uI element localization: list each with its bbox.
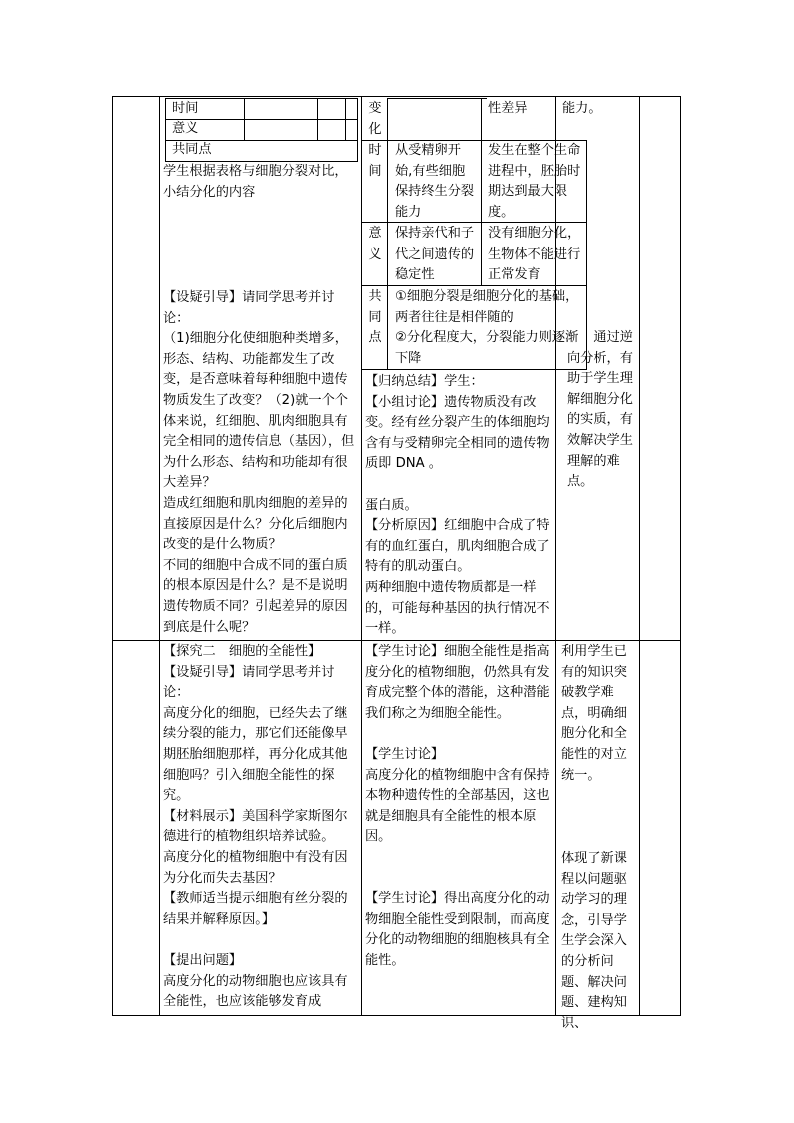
middle-paragraph: 【归纳总结】学生： [365, 374, 484, 389]
middle-paragraph: 【小组讨论】遗传物质没有改变。经有丝分裂产生的体细胞均含有与受精卵完全相同的遗传物质即 DNA 。 [365, 394, 550, 472]
col-divider-1 [159, 96, 160, 1016]
mini-table-row-common: 共同点 [172, 142, 212, 157]
col-divider-2 [361, 96, 362, 1016]
left-lower-paragraph: 高度分化的植物细胞中有没有因为分化而失去基因？ [163, 849, 348, 886]
compare-time-differentiation: 发生在整个生命进程中，胚胎时期达到最大限度。 [488, 143, 581, 220]
table-row-divider [112, 640, 681, 641]
left-intro: 学生根据表格与细胞分裂对比，小结分化的内容 [163, 164, 348, 200]
left-paragraph: 不同的细胞中合成不同的蛋白质的根本原因是什么？是不是说明遗传物质不同？引起差异的原因到底是什么呢？ [163, 557, 348, 635]
left-lower-paragraph: 【探究二 细胞的全能性】 [163, 644, 322, 659]
right-note-problem-driven: 体现了新课程以问题驱动学习的理念，引导学生学会深入的分析问题、解决问题、建构知识、 [561, 851, 627, 1031]
compare-meaning-division: 保持亲代和子代之间遗传的稳定性 [395, 226, 475, 283]
table-top-border [112, 96, 681, 97]
left-lower-paragraph: 高度分化的动物细胞也应该具有全能性，也应该能够发育成 [163, 973, 348, 1010]
left-paragraph: 【设疑引导】请同学思考并讨论： [163, 290, 335, 326]
compare-label-meaning: 意义 [368, 226, 382, 262]
middle-lower-block [365, 642, 553, 972]
compare-meaning-differentiation: 没有细胞分化，生物体不能进行正常发育 [488, 226, 581, 283]
left-lower-paragraph: 【材料展示】美国科学家斯图尔德进行的植物组织培养试验。 [163, 808, 348, 845]
compare-header-change: 变化 [368, 101, 382, 137]
left-lower-block [163, 642, 358, 1013]
compare-table-line [387, 98, 487, 99]
middle-paragraph: 蛋白质。 [365, 497, 418, 513]
left-lower-paragraph: 高度分化的细胞，已经失去了继续分裂的能力，那它们还能像早期胚胎细胞那样，再分化成其他细胞吗？引入细胞全能性的探究。 [163, 705, 348, 804]
left-lower-paragraph: 【设疑引导】请同学思考并讨论： [163, 664, 335, 701]
col-divider-4 [639, 96, 640, 1016]
mini-table-row-meaning: 意义 [172, 121, 199, 136]
compare-common-points: ①细胞分裂是细胞分化的基础，两者往往是相伴随的 ②分化程度大，分裂能力则逐渐下降 [395, 289, 579, 366]
left-lower-paragraph: 【提出问题】 [163, 952, 243, 968]
table-right-border [680, 96, 681, 1016]
mini-table-line [317, 98, 318, 140]
compare-header-ability: 能力。 [562, 101, 602, 116]
mini-table-line [165, 98, 166, 161]
mini-table-line [244, 98, 245, 140]
middle-lower-paragraph: 【学生讨论】得出高度分化的动物细胞全能性受到限制，而高度分化的动物细胞的细胞核具有全能性。 [365, 891, 550, 968]
middle-paragraph: 两种细胞中遗传物质都是一样的，可能每种基因的执行情况不一样。 [365, 579, 550, 637]
mini-table-line [345, 98, 346, 140]
compare-label-time: 时间 [368, 143, 382, 179]
middle-lower-paragraph [365, 724, 553, 745]
middle-lower-paragraph: 【学生讨论】 [365, 746, 445, 762]
left-question-block [163, 288, 358, 638]
middle-lower-paragraph [365, 848, 553, 869]
left-lower-paragraph: 【教师适当提示细胞有丝分裂的结果并解释原因。】 [163, 891, 348, 927]
table-left-border [112, 96, 113, 1016]
compare-header-difference: 性差异 [488, 101, 528, 116]
mini-table-line [357, 98, 358, 161]
right-note-breakthrough: 利用学生已有的知识突破教学难点，明确细胞分化和全能性的对立统一。 [561, 644, 627, 783]
mini-table-row-time: 时间 [172, 101, 199, 116]
middle-lower-paragraph: 高度分化的植物细胞中含有保持本物种遗传性的全部基因，这也就是细胞具有全能性的根本原因。 [365, 767, 550, 845]
left-paragraph: （1)细胞分化使细胞种类增多，形态、结构、功能都发生了改变，是否意味着每种细胞中遗传物质发生了改变？（2)就一个个体来说，红细胞、肌肉细胞具有完全相同的遗传信息（基因），但为什么形态、结构和功能却有很大差异？ [163, 331, 355, 491]
compare-table-line [481, 98, 482, 285]
right-note-reverse-analysis: 通过逆向分析，有助于学生理解细胞分化的实质，有效解决学生理解的难点。 [567, 330, 633, 490]
middle-answer-block [365, 372, 553, 640]
left-lower-paragraph [163, 930, 358, 951]
middle-paragraph [365, 475, 553, 496]
compare-time-division: 从受精卵开始,有些细胞保持终生分裂能力 [395, 143, 475, 220]
compare-table-line [387, 98, 388, 369]
middle-paragraph: 【分析原因】红细胞中合成了特有的血红蛋白，肌肉细胞合成了特有的肌动蛋白。 [365, 518, 550, 575]
left-paragraph: 造成红细胞和肌肉细胞的差异的直接原因是什么？分化后细胞内改变的是什么物质？ [163, 495, 348, 553]
middle-lower-paragraph: 【学生讨论】细胞全能性是指高度分化的植物细胞，仍然具有发育成完整个体的潜能，这种潜能我们称之为细胞全能性。 [365, 644, 550, 721]
compare-label-common: 共同点 [368, 289, 382, 346]
middle-lower-paragraph [365, 869, 553, 890]
